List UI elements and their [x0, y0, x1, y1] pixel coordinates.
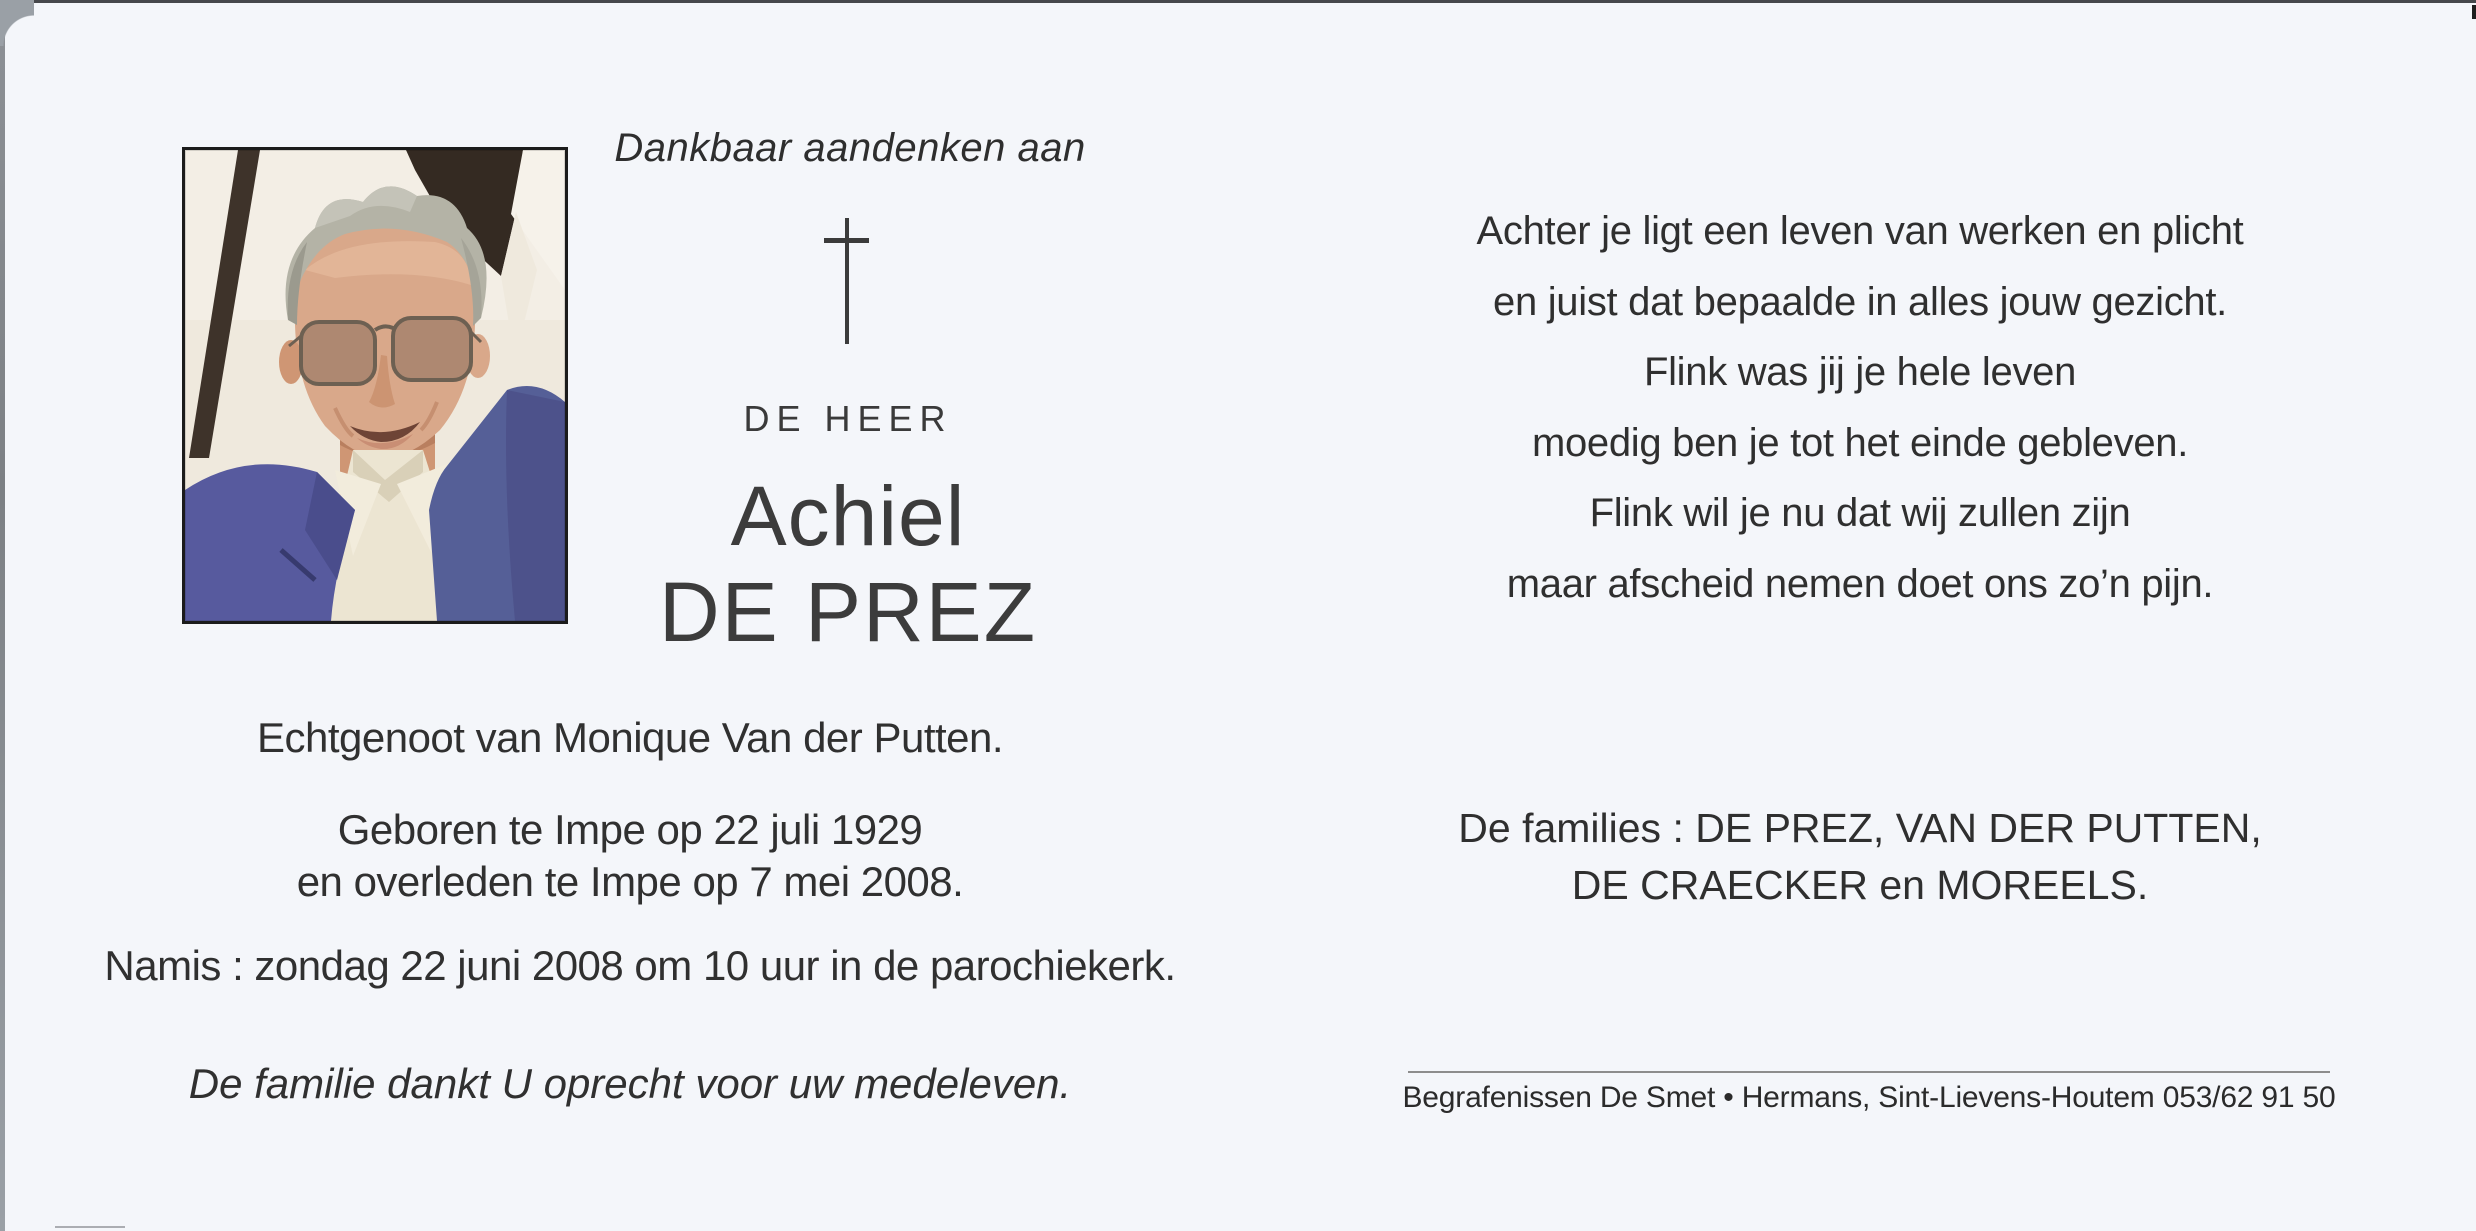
poem-line: maar afscheid nemen doet ons zo’n pijn. [1506, 561, 2214, 606]
poem-line: Achter je ligt een leven van werken en plicht [1476, 209, 2244, 253]
last-name: DE PREZ [658, 565, 1038, 659]
portrait-photo [182, 147, 568, 624]
thanks-line: De familie dankt U oprecht voor uw medeleven. [188, 1060, 1072, 1107]
spouse-line: Echtgenoot van Monique Van der Putten. [256, 714, 1004, 761]
scan-corner-top-left [0, 0, 34, 46]
memorial-mass-line: Namis : zondag 22 juni 2008 om 10 uur in de parochiekerk. [104, 942, 1176, 989]
honorific: DE HEER [743, 398, 953, 439]
families-block [1350, 800, 2370, 914]
scan-edge-top [30, 0, 2476, 3]
poem-line: moedig ben je tot het einde gebleven. [1531, 420, 2189, 465]
first-name: Achiel [730, 469, 966, 563]
death-line: en overleden te Impe op 7 mei 2008. [296, 858, 964, 905]
poem-line: Flink wil je nu dat wij zullen zijn [1589, 491, 2131, 535]
funeral-home-line: Begrafenissen De Smet • Hermans, Sint-Lievens-Houtem 053/62 91 50 [1402, 1081, 2336, 1114]
dedication-text: Dankbaar aandenken aan [614, 126, 1086, 170]
poem-line: en juist dat bepaalde in alles jouw gezicht. [1493, 279, 2227, 324]
portrait-illustration [185, 150, 565, 621]
birth-line: Geboren te Impe op 22 juli 1929 [337, 806, 923, 853]
poem-line: Flink was jij je hele leven [1643, 350, 2077, 394]
scan-edge-left [0, 0, 5, 1231]
families-line-1: De families : DE PREZ, VAN DER PUTTEN, [1458, 805, 2262, 851]
families-line-2: DE CRAECKER en MOREELS. [1571, 862, 2149, 908]
scan-mark-top-right [2472, 5, 2476, 19]
funeral-home-divider [1408, 1071, 2330, 1073]
scan-mark-bottom-left [55, 1226, 125, 1228]
memorial-poem [1290, 196, 2430, 619]
